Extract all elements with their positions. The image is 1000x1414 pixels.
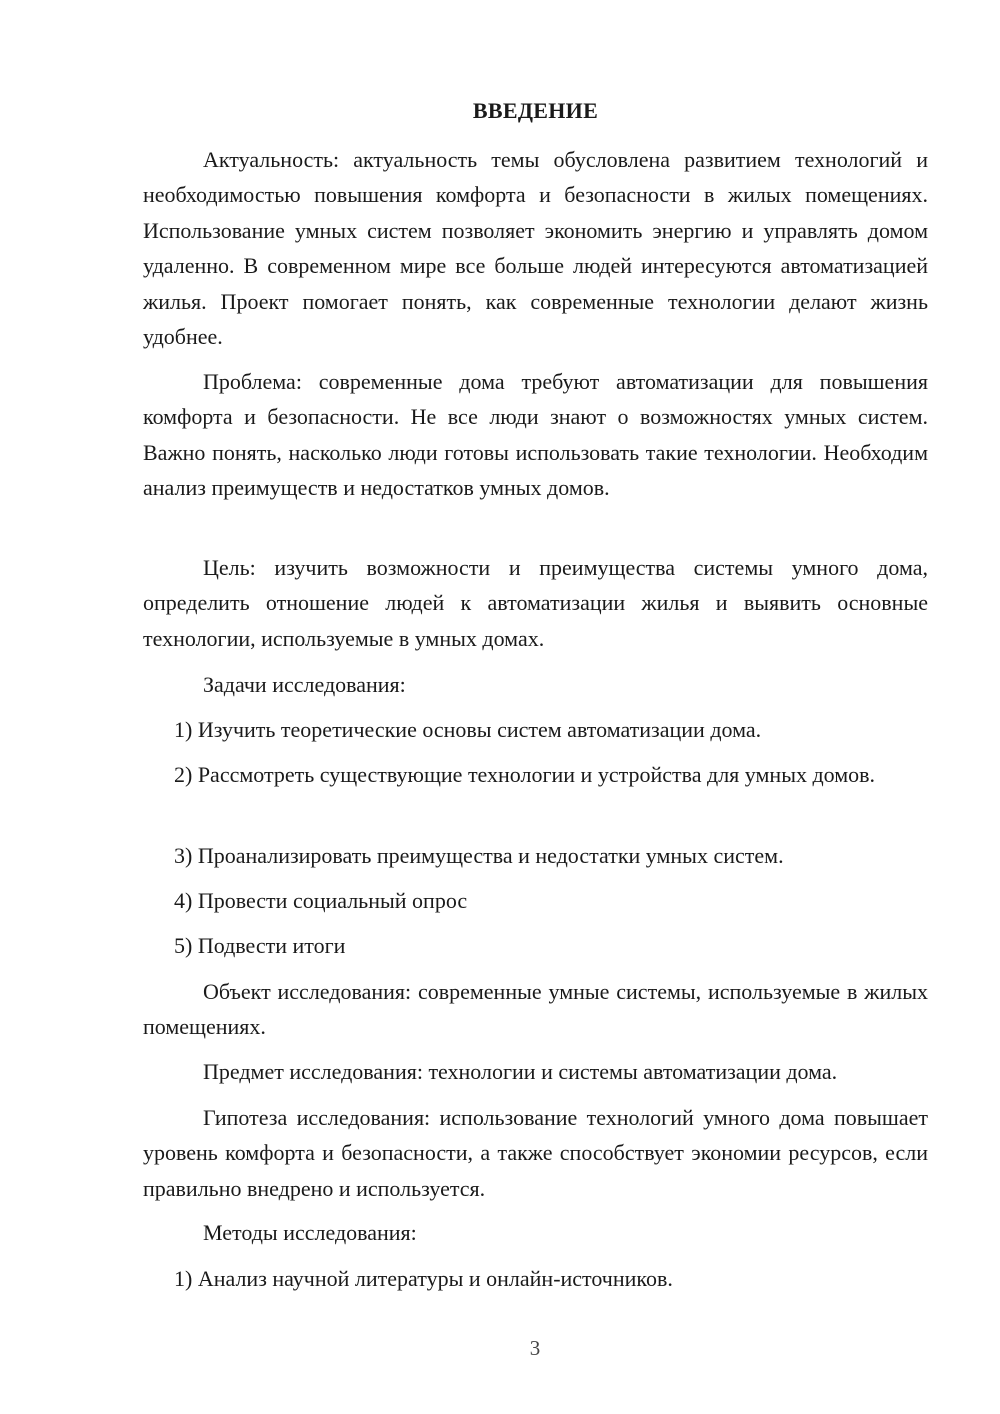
section-heading: ВВЕДЕНИЕ	[472, 98, 599, 123]
paragraph-goal: Цель: изучить возможности и преимущества системы умного дома, определить отношение людей к автоматизации жилья и выявить основные технологии, используемые в умных домах.	[143, 555, 928, 651]
methods-title: Методы исследования:	[203, 1220, 417, 1245]
task-item-4: 4) Провести социальный опрос	[174, 888, 468, 913]
paragraph-relevance: Актуальность: актуальность темы обусловлена развитием технологий и необходимостью повышения комфорта и безопасности в жилых помещениях. Использование умных систем позволяет экономить энергию и управлять домом удаленно. В современном мире все больше людей интересуются автоматизацией жилья. Проект помогает понять, как современные технологии делают жизнь удобнее.	[143, 147, 928, 350]
task-item-2: 2) Рассмотреть существующие технологии и устройства для умных домов.	[174, 762, 876, 787]
paragraph-object: Объект исследования: современные умные системы, используемые в жилых помещениях.	[143, 979, 928, 1040]
paragraph-problem: Проблема: современные дома требуют автоматизации для повышения комфорта и безопасности. Не все люди знают о возможностях умных систем. Важно понять, насколько люди готовы использовать такие технологии. Необходим анализ преимуществ и недостатков умных домов.	[143, 369, 928, 501]
task-item-5: 5) Подвести итоги	[174, 933, 346, 958]
paragraph-subject: Предмет исследования: технологии и системы автоматизации дома.	[203, 1059, 838, 1084]
task-item-1: 1) Изучить теоретические основы систем автоматизации дома.	[174, 717, 762, 742]
paragraph-hypothesis: Гипотеза исследования: использование технологий умного дома повышает уровень комфорта и безопасности, а также способствует экономии ресурсов, если правильно внедрено и используется.	[143, 1105, 928, 1201]
method-item-1: 1) Анализ научной литературы и онлайн-источников.	[174, 1266, 673, 1291]
tasks-title: Задачи исследования:	[203, 672, 406, 697]
page-number: 3	[529, 1336, 541, 1360]
task-item-3: 3) Проанализировать преимущества и недостатки умных систем.	[174, 843, 784, 868]
